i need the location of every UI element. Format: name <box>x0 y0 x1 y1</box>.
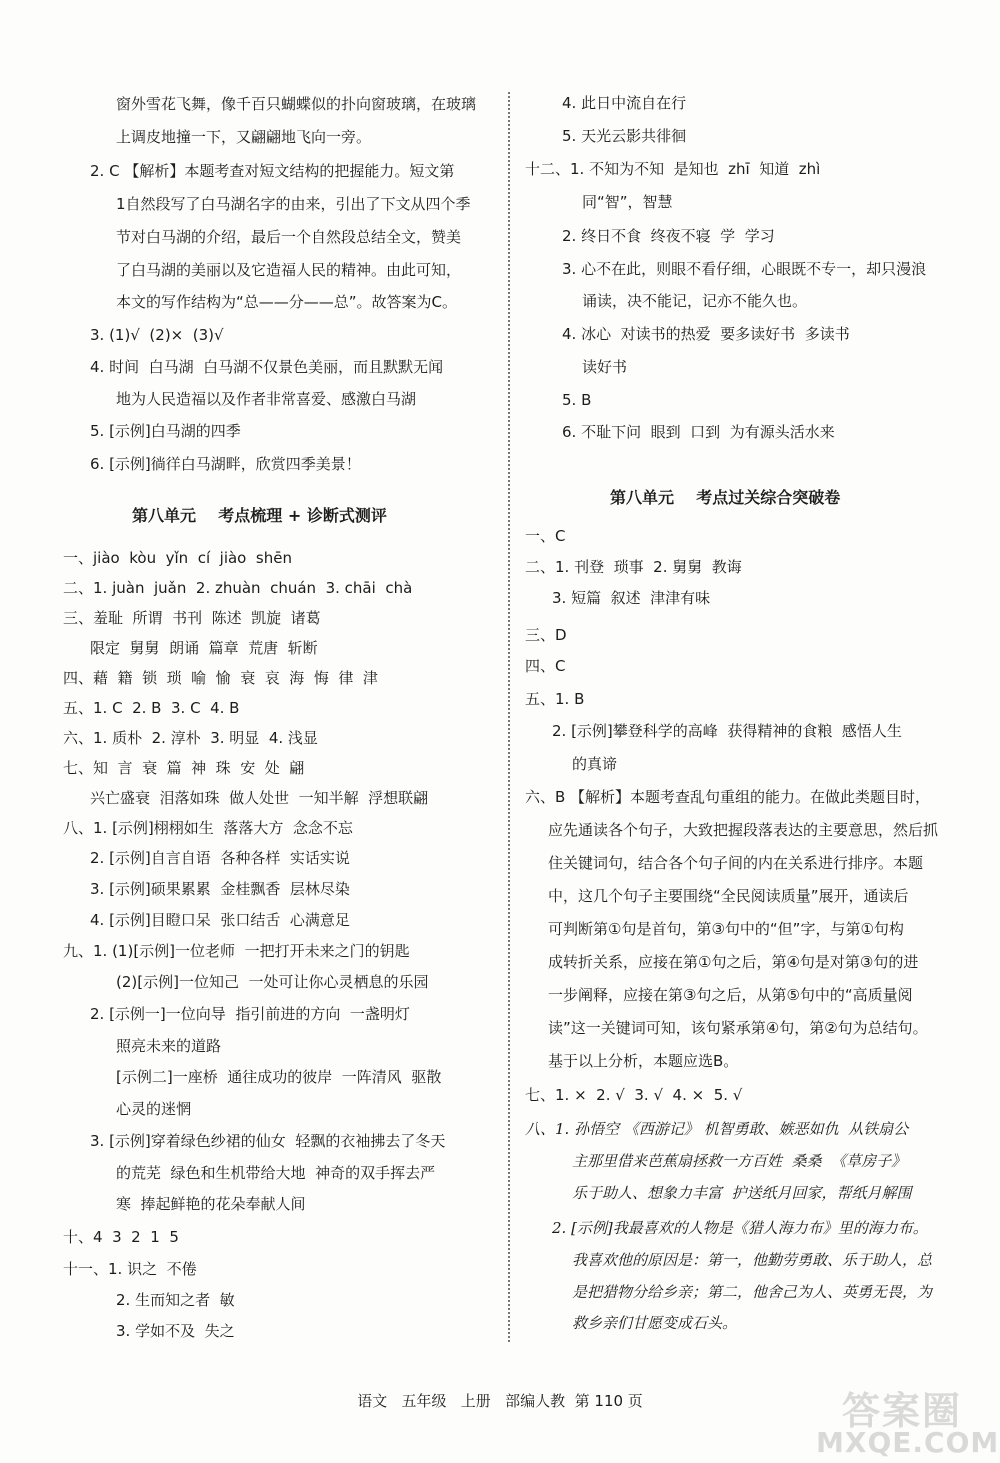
answer-line: 1自然段写了白马湖名字的由来，引出了下文从四个季 <box>116 195 471 213</box>
answer-line: 2. [示例一]一位向导 指引前进的方向 一盏明灯 <box>90 1005 410 1023</box>
answer-line: 基于以上分析，本题应选B。 <box>548 1052 739 1070</box>
answer-line: (2)[示例]一位知己 一处可让你心灵栖息的乐园 <box>116 973 429 991</box>
section-title: 第八单元 考点过关综合突破卷 <box>610 488 841 507</box>
handwritten-answer-line: 我喜欢他的原因是：第一，他勤劳勇敢、乐于助人，总 <box>572 1251 933 1269</box>
answer-line: 四、藉 籍 锁 琐 喻 愉 衰 哀 海 悔 律 津 <box>63 669 378 687</box>
answer-line: 二、1. 刊登 琐事 2. 舅舅 教诲 <box>525 558 742 576</box>
answer-line: 三、羞耻 所谓 书刊 陈述 凯旋 诸葛 <box>63 609 321 627</box>
answer-line: 一、jiào kòu yǐn cí jiào shēn <box>63 549 292 567</box>
answer-line: 五、1. C 2. B 3. C 4. B <box>63 699 240 717</box>
answer-line: 七、1. × 2. √ 3. √ 4. × 5. √ <box>525 1086 743 1104</box>
answer-line: 2. [示例]攀登科学的高峰 获得精神的食粮 感悟人生 <box>552 722 902 740</box>
answer-line: 4. 时间 白马湖 白马湖不仅景色美丽，而且默默无闻 <box>90 358 444 376</box>
answer-line: 三、D <box>525 626 567 644</box>
handwritten-answer-line: 是把猎物分给乡亲；第二，他舍己为人、英勇无畏，为 <box>572 1283 933 1301</box>
handwritten-answer-line: 八、1. 孙悟空 《西游记》 机智勇敢、嫉恶如仇 从铁扇公 <box>525 1120 909 1138</box>
answer-line: 读”这一关键词可知，该句紧承第④句，第②句为总结句。 <box>548 1019 928 1037</box>
answer-line: 七、知 言 衰 篇 神 珠 安 处 翩 <box>63 759 305 777</box>
answer-line: 一步阐释，应接在第③句之后，从第⑤句中的“高质量阅 <box>548 986 913 1004</box>
column-divider <box>508 92 510 1342</box>
answer-line: 6. 不耻下问 眼到 口到 为有源头活水来 <box>562 423 835 441</box>
handwritten-answer-line: 2. [示例]我最喜欢的人物是《猎人海力布》里的海力布。 <box>552 1219 928 1237</box>
answer-line: 5. B <box>562 391 592 409</box>
answer-line: 二、1. juàn juǎn 2. zhuàn chuán 3. chāi chà <box>63 579 413 597</box>
section-title: 第八单元 考点梳理 + 诊断式测评 <box>132 506 387 525</box>
answer-line: 心灵的迷惘 <box>116 1100 192 1118</box>
answer-line: 住关键词句，结合各个句子间的内在关系进行排序。本题 <box>548 854 924 872</box>
answer-line: 十、4 3 2 1 5 <box>63 1228 179 1246</box>
answer-line: 读好书 <box>582 358 628 376</box>
answer-line: 3. (1)√ (2)× (3)√ <box>90 326 224 344</box>
answer-line: 上调皮地撞一下，又翩翩地飞向一旁。 <box>116 128 372 146</box>
answer-line: 4. 此日中流自在行 <box>562 94 687 112</box>
answer-line: 5. 天光云影共徘徊 <box>562 127 687 145</box>
answer-line: 中，这几个句子主要围绕“全民阅读质量”展开，通读后 <box>548 887 909 905</box>
page-footer: 语文 五年级 上册 部编人教 第 110 页 <box>357 1392 643 1410</box>
answer-line: 成转折关系，应接在第①句之后，第④句是对第③句的进 <box>548 953 919 971</box>
answer-line: 节对白马湖的介绍，最后一个自然段总结全文，赞美 <box>116 228 462 246</box>
answer-line: 八、1. [示例]栩栩如生 落落大方 念念不忘 <box>63 819 353 837</box>
answer-line: 诵读，决不能记，记亦不能久也。 <box>582 292 808 310</box>
answer-line: 五、1. B <box>525 690 585 708</box>
answer-line: 限定 舅舅 朗诵 篇章 荒唐 斩断 <box>90 639 318 657</box>
answer-line: 同“智”，智慧 <box>582 193 673 211</box>
answer-line: 3. 学如不及 失之 <box>116 1322 235 1340</box>
answer-line: 的真谛 <box>572 755 618 773</box>
answer-line: 3. [示例]硕果累累 金桂飘香 层林尽染 <box>90 880 350 898</box>
answer-line: 一、C <box>525 527 566 545</box>
answer-line: 3. [示例]穿着绿色纱裙的仙女 轻飘的衣袖拂去了冬天 <box>90 1132 446 1150</box>
answer-line: 3. 心不在此，则眼不看仔细，心眼既不专一，却只漫浪 <box>562 260 927 278</box>
answer-line: 四、C <box>525 657 566 675</box>
answer-line: 十二、1. 不知为不知 是知也 zhī 知道 zhì <box>525 160 821 178</box>
answer-line: 六、1. 质朴 2. 淳朴 3. 明显 4. 浅显 <box>63 729 318 747</box>
answer-line: [示例二]一座桥 通往成功的彼岸 一阵清风 驱散 <box>116 1068 442 1086</box>
answer-line: 地为人民造福以及作者非常喜爱、感激白马湖 <box>116 390 417 408</box>
handwritten-answer-line: 乐于助人、想象力丰富 护送纸月回家，帮纸月解围 <box>572 1184 912 1202</box>
answer-line: 2. 终日不食 终夜不寝 学 学习 <box>562 227 775 245</box>
answer-line: 2. 生而知之者 敏 <box>116 1291 235 1309</box>
answer-line: 寒 捧起鲜艳的花朵奉献人间 <box>116 1195 306 1213</box>
answer-line: 4. [示例]目瞪口呆 张口结舌 心满意足 <box>90 911 350 929</box>
answer-line: 了白马湖的美丽以及它造福人民的精神。由此可知， <box>116 261 462 279</box>
handwritten-answer-line: 主那里借来芭蕉扇拯救一方百姓 桑桑 《草房子》 <box>572 1152 907 1170</box>
answer-line: 6. [示例]徜徉白马湖畔，欣赏四季美景！ <box>90 455 361 473</box>
answer-line: 3. 短篇 叙述 津津有味 <box>552 589 711 607</box>
answer-line: 兴亡盛衰 泪落如珠 做人处世 一知半解 浮想联翩 <box>90 789 429 807</box>
answer-line: 2. [示例]自言自语 各种各样 实话实说 <box>90 849 350 867</box>
answer-line: 应先通读各个句子，大致把握段落表达的主要意思，然后抓 <box>548 821 939 839</box>
answer-line: 十一、1. 识之 不倦 <box>63 1260 197 1278</box>
answer-line: 可判断第①句是首句，第③句中的“但”字，与第①句构 <box>548 920 904 938</box>
answer-line: 5. [示例]白马湖的四季 <box>90 422 241 440</box>
answer-line: 六、B 【解析】本题考查乱句重组的能力。在做此类题目时， <box>525 788 931 806</box>
answer-line: 窗外雪花飞舞，像千百只蝴蝶似的扑向窗玻璃，在玻璃 <box>116 95 477 113</box>
answer-line: 照亮未来的道路 <box>116 1037 222 1055</box>
answer-line: 的荒芜 绿色和生机带给大地 神奇的双手挥去严 <box>116 1164 436 1182</box>
answer-line: 本文的写作结构为“总——分——总”。故答案为C。 <box>116 293 458 311</box>
watermark-top: 答案圈 <box>842 1389 963 1433</box>
answer-line: 九、1. (1)[示例]一位老师 一把打开未来之门的钥匙 <box>63 942 410 960</box>
watermark-bottom: MXQE.COM <box>816 1426 1000 1459</box>
watermark-logo <box>812 1380 1000 1459</box>
answer-line: 4. 冰心 对读书的热爱 要多读好书 多读书 <box>562 325 850 343</box>
handwritten-answer-line: 救乡亲们甘愿变成石头。 <box>572 1314 738 1332</box>
answer-line: 2. C 【解析】本题考查对短文结构的把握能力。短文第 <box>90 162 455 180</box>
